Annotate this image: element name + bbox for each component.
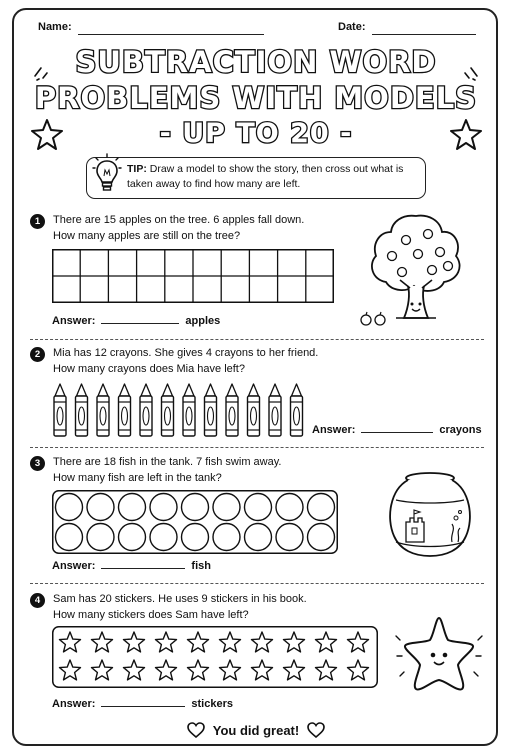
problem-1-line-2: How many apples are still on the tree? [53,230,241,242]
crayon-icon [205,384,217,436]
name-label: Name: [38,21,72,33]
star-icon [316,632,337,652]
problem-1-text [53,212,304,244]
footer [0,722,512,738]
star-icon [284,632,305,652]
problem-2-answer-field[interactable] [361,432,433,433]
section-divider [30,339,484,340]
crayon-icon [162,384,174,436]
tip-box [86,157,426,199]
heart-icon [307,722,325,738]
problem-1-answer [52,315,220,327]
problem-4-answer [52,698,233,710]
model-circle [150,524,177,551]
model-circle [182,524,209,551]
problem-1-number: 1 [30,214,45,229]
star-icon [188,660,209,680]
problem-4-line-2: How many stickers does Sam have left? [53,609,249,621]
problem-3-line-2: How many fish are left in the tank? [53,472,222,484]
section-divider [30,583,484,584]
crayon-icon [76,384,88,436]
model-circle [308,494,335,521]
sparkle-icon [32,64,50,82]
answer-label: Answer: [52,315,96,327]
tip-text: Draw a model to show the story, then cross out what is taken away to find how many are left. [127,163,404,190]
problem-2-line-1: Mia has 12 crayons. She gives 4 crayons to her friend. [53,347,319,359]
crayon-icon [248,384,260,436]
date-label: Date: [338,21,366,33]
star-icon [60,632,81,652]
star-icon [284,660,305,680]
problem-3-text [53,454,281,486]
problem-4-text [53,591,307,623]
problem-3-answer-field[interactable] [101,568,185,569]
title-line-1: SUBTRACTION WORD [75,45,437,79]
star-icon [252,632,273,652]
problem-3-number: 3 [30,456,45,471]
date-field[interactable] [372,34,476,35]
section-divider [30,447,484,448]
problem-4-number: 4 [30,593,45,608]
answer-label: Answer: [52,698,96,710]
model-circle [119,494,146,521]
model-circle [245,524,272,551]
star-icon [316,660,337,680]
fishbowl-icon [384,470,476,562]
problem-3-line-1: There are 18 fish in the tank. 7 fish swim away. [53,456,282,468]
model-circle [56,524,83,551]
answer-unit: stickers [191,698,233,710]
star-icon [30,118,64,152]
star-icon [252,660,273,680]
problem-2-line-2: How many crayons does Mia have left? [53,363,245,375]
crayon-icon [183,384,195,436]
star-icon [156,660,177,680]
crayon-model [52,382,302,438]
model-circle [87,524,114,551]
model-circle [213,494,240,521]
star-icon [188,632,209,652]
title-line-3: - UP TO 20 - [159,118,353,149]
star-icon [92,632,113,652]
star-icon [220,660,241,680]
apple-tree-icon [366,210,466,328]
problem-4-answer-field[interactable] [101,706,185,707]
model-circle [87,494,114,521]
star-icon [60,660,81,680]
model-circle [276,494,303,521]
problem-1-line-1: There are 15 apples on the tree. 6 apples fall down. [53,214,305,226]
title-line-2: PROBLEMS WITH MODELS [34,81,478,115]
star-icon [348,660,369,680]
crayon-icon [291,384,303,436]
model-circle [56,494,83,521]
answer-unit: crayons [439,424,482,436]
problem-2-number: 2 [30,347,45,362]
model-circle [213,524,240,551]
crayon-icon [97,384,109,436]
crayon-icon [140,384,152,436]
crayon-icon [226,384,238,436]
model-circle [245,494,272,521]
problem-3-answer [52,560,211,572]
heart-icon [187,722,205,738]
star-icon [124,660,145,680]
sparkle-icon [462,64,480,82]
problem-1-answer-field[interactable] [101,323,179,324]
star-icon [92,660,113,680]
answer-label: Answer: [52,560,96,572]
problem-2-answer [312,424,482,436]
model-circle [276,524,303,551]
model-circle [182,494,209,521]
star-icon [124,632,145,652]
ten-frame-grid [52,249,334,303]
answer-unit: apples [185,315,221,327]
crayon-icon [119,384,131,436]
star-icon [348,632,369,652]
star-icon [449,118,483,152]
tip-label: TIP: [127,163,147,175]
problem-2-text [53,345,318,377]
model-circle [119,524,146,551]
smiling-star-icon [396,610,482,696]
star-model [52,626,378,688]
crayon-icon [54,384,66,436]
name-field[interactable] [78,34,264,35]
crayon-icon [269,384,281,436]
footer-text: You did great! [212,723,300,738]
problem-4-line-1: Sam has 20 stickers. He uses 9 stickers in his book. [53,593,307,605]
model-circle [308,524,335,551]
star-icon [220,632,241,652]
model-circle [150,494,177,521]
star-icon [156,632,177,652]
circle-model [52,490,338,554]
answer-label: Answer: [312,424,356,436]
lightbulb-icon [92,152,122,196]
answer-unit: fish [191,560,211,572]
